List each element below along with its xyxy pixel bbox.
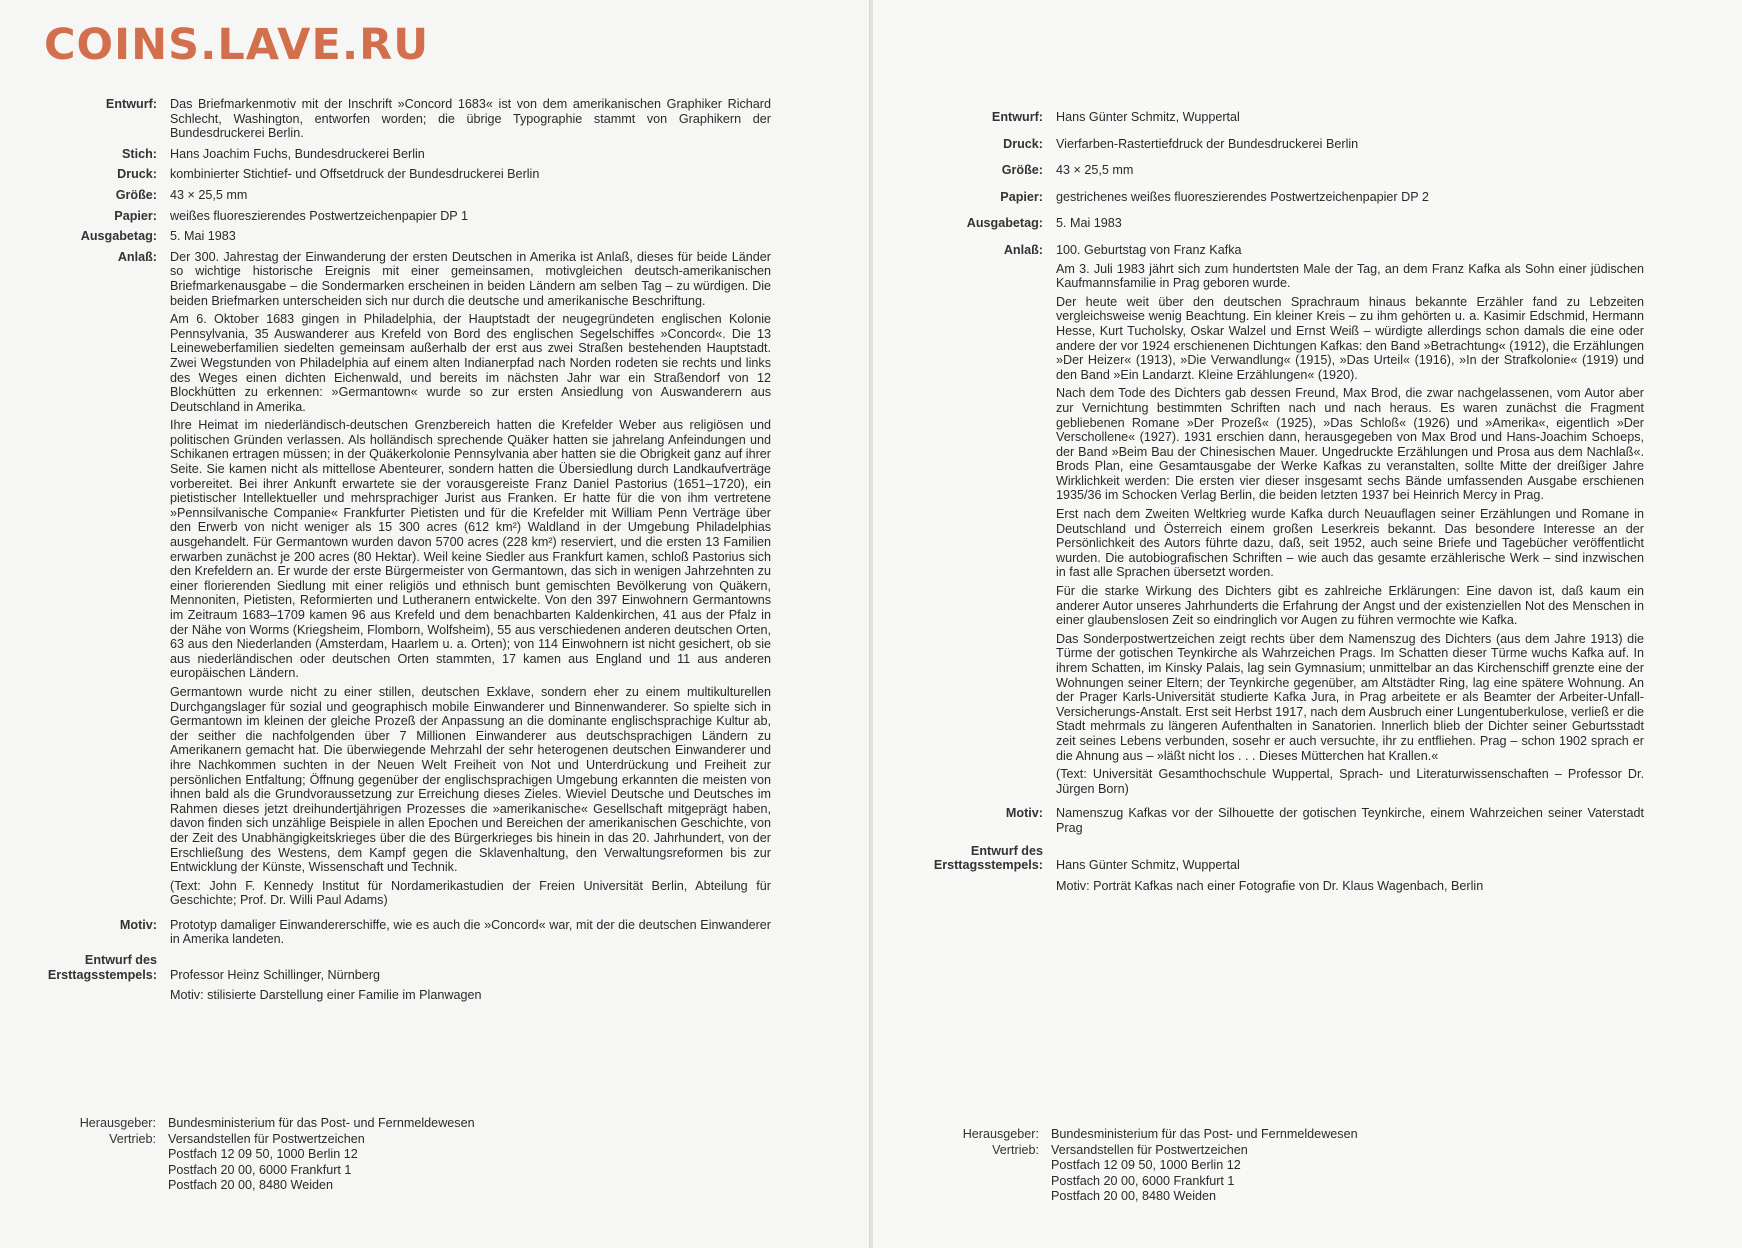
ausgabetag-label: Ausgabetag: <box>80 229 157 244</box>
right-page <box>873 0 1742 1248</box>
entwurf-label: Entwurf: <box>991 110 1043 124</box>
publisher-footer-left <box>0 1116 475 1194</box>
papier-label: Papier: <box>114 208 157 223</box>
footer-values <box>1051 1127 1358 1205</box>
anlass-paragraph: Am 3. Juli 1983 jährt sich zum hundertsten Male der Tag, an dem Franz Kafka als Sohn einer jüdischen Kaufmannsfamilie in Prag geboren wurde. <box>1056 261 1644 291</box>
ersttag-label-line: Ersttagsstempels: <box>933 858 1043 873</box>
druck-value: kombinierter Stichtief- und Offsetdruck der Bundesdruckerei Berlin <box>170 167 540 182</box>
entwurf-label: Entwurf: <box>105 97 157 111</box>
anlass-label: Anlaß: <box>1003 242 1043 257</box>
ersttag-designer: Hans Günter Schmitz, Wuppertal <box>1056 858 1240 873</box>
ersttag-label-line: Entwurf des <box>84 953 157 968</box>
stich-value: Hans Joachim Fuchs, Bundesdruckerei Berlin <box>170 146 425 161</box>
ersttag-designer: Professor Heinz Schillinger, Nürnberg <box>170 967 380 982</box>
footer-line: Postfach 20 00, 8480 Weiden <box>1051 1189 1217 1204</box>
papier-row <box>0 209 770 224</box>
footer-values <box>168 1116 475 1194</box>
ersttag-label <box>0 953 157 1003</box>
druck-row <box>0 167 770 182</box>
anlass-title: 100. Geburtstag von Franz Kafka <box>1056 242 1242 257</box>
ersttag-label <box>873 844 1043 894</box>
footer-labels <box>0 1116 156 1194</box>
left-page <box>0 0 870 1248</box>
ausgabetag-row <box>0 229 770 244</box>
stamp-info-left <box>0 97 770 1009</box>
ersttag-row <box>0 953 770 1003</box>
druck-label: Druck: <box>117 167 157 182</box>
ersttag-label-line: Entwurf des <box>970 843 1043 858</box>
ausgabetag-value: 5. Mai 1983 <box>170 229 236 244</box>
motiv-value: Namenszug Kafkas vor der Silhouette der gotischen Teynkirche, einem Wahrzeichen seiner Vaterstadt Prag <box>1056 806 1644 835</box>
groesse-row <box>873 163 1653 178</box>
footer-line: Postfach 12 09 50, 1000 Berlin 12 <box>168 1147 358 1162</box>
footer-line: Postfach 12 09 50, 1000 Berlin 12 <box>1051 1158 1241 1173</box>
vertrieb-label: Vertrieb: <box>992 1142 1039 1157</box>
footer-line: Bundesministerium für das Post- und Fernmeldewesen <box>168 1116 475 1130</box>
footer-labels <box>873 1127 1039 1205</box>
motiv-value: Prototyp damaliger Einwandererschiffe, wie es auch die »Concord« war, mit der die deutschen Einwanderer in Amerika landeten. <box>170 917 771 947</box>
groesse-value: 43 × 25,5 mm <box>1056 163 1134 178</box>
ersttag-row <box>873 844 1653 894</box>
papier-value: weißes fluoreszierendes Postwertzeichenpapier DP 1 <box>170 208 468 223</box>
motiv-label: Motiv: <box>119 917 157 932</box>
text-credit: (Text: Universität Gesamthochschule Wuppertal, Sprach- und Literaturwissenschaften – Professor Dr. Jürgen Born) <box>1056 767 1644 796</box>
anlass-paragraph: Germantown wurde nicht zu einer stillen, deutschen Exklave, sondern eher zu einem multikulturellen Durchgangslager für sozial und geographisch mobile Einwanderer und Binnenwanderer. So spielte sich in Germantown im kleinen der gleiche Prozeß der Anpassung an die dominante englischsprachige Kultur ab, der seither die nachfolgenden über 7 Millionen Einwanderer aus deutschsprachigen Ländern zu Amerikanern gemacht hat. Die überwiegende Mehrzahl der sehr heterogenen deutschen Einwanderer und ihre Nachkommen suchten in der Neuen Welt Freiheit von Not und Unterdrückung und Freiheit zur persönlichen Entfaltung; Öffnung gegenüber der englischsprachigen Umgebung erkannten die meisten von ihnen bald als die Grundvoraussetzung zur Erreichung dieses Zieles. Wieviel Deutsche und Deutsches im Rahmen dieses jetzt dreihundertjährigen Prozesses die »amerikanische« Gesellschaft mitgeprägt haben, davon finden sich unzählige Beispiele in allen Epochen und Bereichen der amerikanischen Geschichte, von der Zeit des Unabhängigkeitskrieges über die des Bürgerkrieges bis hinein in das 20. Jahrhundert, von der Erschließung des Westens, dem Kampf gegen die Sklavenhaltung, den Verwaltungsreformen bis zur Entwicklung der Künste, Wissenschaft und Technik. <box>170 684 771 875</box>
ausgabetag-row <box>873 216 1653 231</box>
anlass-paragraph: Am 6. Oktober 1683 gingen in Philadelphia, der Hauptstadt der neugegründeten englischen Kolonie Pennsylvania, 35 Auswanderer aus Krefeld von Bord des englischen Segelschiffes »Concord«. Die 13 Leineweberfamilien siedelten gemeinsam außerhalb der erst aus zwei Straßen bestehenden Hauptstadt. Zwei Wegstunden von Philadelphia auf einem alten Indianerpfad nach Norden rodeten sie rechts und links des Weges einen dichten Eichenwald, und bereits im nächsten Jahr war ein Straßendorf von 12 Blockhütten zu erkennen: »Germantown« wurde so zur ersten Ansiedlung von Auswanderern aus Deutschland in Amerika. <box>170 312 771 414</box>
anlass-text <box>170 250 771 912</box>
ersttag-motiv: Motiv: Porträt Kafkas nach einer Fotografie von Dr. Klaus Wagenbach, Berlin <box>1056 878 1484 893</box>
papier-label: Papier: <box>1000 189 1043 204</box>
herausgeber-label: Herausgeber: <box>962 1127 1039 1141</box>
groesse-label: Größe: <box>115 187 157 202</box>
ausgabetag-value: 5. Mai 1983 <box>1056 216 1122 231</box>
anlass-row <box>873 243 1653 800</box>
ersttag-motiv: Motiv: stilisierte Darstellung einer Familie im Planwagen <box>170 988 482 1003</box>
papier-value: gestrichenes weißes fluoreszierendes Postwertzeichenpapier DP 2 <box>1056 189 1429 204</box>
stich-row <box>0 147 770 162</box>
druck-label: Druck: <box>1003 136 1043 151</box>
stich-label: Stich: <box>122 146 157 161</box>
footer-line: Postfach 20 00, 8480 Weiden <box>168 1178 334 1193</box>
footer-line: Bundesministerium für das Post- und Fernmeldewesen <box>1051 1127 1358 1141</box>
entwurf-row <box>873 110 1653 125</box>
publisher-footer-right <box>873 1127 1358 1205</box>
ersttag-value <box>170 953 771 1003</box>
ausgabetag-label: Ausgabetag: <box>966 216 1043 231</box>
entwurf-row <box>0 97 770 141</box>
druck-row <box>873 137 1653 152</box>
anlass-label: Anlaß: <box>117 249 157 264</box>
watermark: COINS.LAVE.RU <box>44 20 430 70</box>
entwurf-value: Das Briefmarkenmotiv mit der Inschrift »Concord 1683« ist von dem amerikanischen Graphiker Richard Schlecht, Washington, entworfen worden; die übrige Typographie stammt von Graphikern der Bundesdruckerei Berlin. <box>170 97 771 141</box>
ersttag-value <box>1056 844 1644 894</box>
anlass-paragraph: Nach dem Tode des Dichters gab dessen Freund, Max Brod, die zwar nachgelassenen, vom Autor aber zur Vernichtung bestimmten Schriften nach und nach heraus. Es waren zunächst die Fragment gebliebenen Romane »Der Prozeß« (1925), »Das Schloß« (1926) und »Amerika«, eigentlich »Der Verschollene« (1927). 1931 erschien dann, herausgegeben von Max Brod und Hans-Joachim Schoeps, der Band »Beim Bau der Chinesischen Mauer. Ungedruckte Erzählungen und Prosa aus dem Nachlaß«. Brods Plan, eine Gesamtausgabe der Werke Kafkas zu veranstalten, sollte Mitte der dreißiger Jahre Wirklichkeit werden: Die ersten vier dieser insgesamt sechs Bände umfassenden Ausgabe erschienen 1935/36 im Schocken Verlag Berlin, die beiden letzten 1937 bei Heinrich Mercy in Prag. <box>1056 386 1644 503</box>
anlass-paragraph: Ihre Heimat im niederländisch-deutschen Grenzbereich hatten die Krefelder Weber aus religiösen und politischen Gründen verlassen. Als holländisch sprechende Quäker hatten sie jahrelang Anfeindungen und Schikanen ertragen müssen; in der Quäkerkolonie Pennsylvania aber hatten sie die Obrigkeit ganz auf ihrer Seite. Sie kamen nicht als mittellose Abenteurer, sondern hatten die Übersiedlung durch Landkaufverträge vorbereitet. Bei ihrer Ankunft erwartete sie der vorausgereiste Franz Daniel Pastorius (1651–1720), ein pietistischer Intellektueller und mehrsprachiger Jurist aus Franken. Er hatte für die von ihm vertretene »Pennsilvanische Companie« Frankfurter Pietisten und für die Krefelder mit William Penn Verträge über den Erwerb von nicht weniger als 15 300 acres (612 km²) Waldland in der Umgebung Philadelphias ausgehandelt. Für Germantown wurden davon 5700 acres (228 km²) reserviert, und die ersten 13 Familien erwarben zunächst je 200 acres (80 Hektar). Weil keine Siedler aus Frankfurt kamen, schloß Pastorius sich den Krefeldern an. Er wurde der erste Bürgermeister von Germantown, das sich in wenigen Jahrzehnten zu einer florierenden Siedlung mit einer religiös und ethnisch bunt gemischten Bevölkerung von Quäkern, Mennoniten, Pietisten, Reformierten und Lutheranern entwickelte. Von den 397 Einwohnern Germantowns im Zeitraum 1683–1709 kamen 96 aus Krefeld und dem benachbarten Kaldenkirchen, 41 aus der Pfalz in der Nähe von Worms (Kriegsheim, Flomborn, Wolfsheim), 55 aus verschiedenen anderen deutschen Orten, 63 aus den Niederlanden (Amsterdam, Haarlem u. a. Orten); von 114 Einwohnern ist nicht gesichert, ob sie aus niederländischen oder deutschen Orten stammten, 17 kamen aus England und 11 aus anderen europäischen Ländern. <box>170 418 771 681</box>
text-credit: (Text: John F. Kennedy Institut für Nordamerikastudien der Freien Universität Berlin, Abteilung für Geschichte; Prof. Dr. Willi Paul Adams) <box>170 878 771 908</box>
anlass-paragraph: Das Sonderpostwertzeichen zeigt rechts über dem Namenszug des Dichters (aus dem Jahre 1913) die Türme der gotischen Teynkirche als Wahrzeichen Prags. Im Schatten dieser Türme wuchs Kafka auf. In ihrem Schatten, im Kinsky Palais, lag sein Gymnasium; unmittelbar an das Kirchenschiff grenzte eine der Wohnungen seiner Eltern; der Teynkirche gegenüber, am Altstädter Ring, lag eine spätere Wohnung. An der Prager Karls-Universität studierte Kafka Jura, in Prag arbeitete er als Beamter der Arbeiter-Unfall-Versicherungs-Anstalt. Erst seit Herbst 1917, nach dem Ausbruch einer Lungentuberkulose, verließ er die Stadt mehrmals zu längeren Aufenthalten in Sanatorien. Innerlich blieb der Dichter seiner Geburtsstadt zeit seines Lebens verbunden, sosehr er auch versuchte, ihr zu entfliehen. Prag – schon 1902 sprach er die Ahnung aus – »läßt nicht los . . . Dieses Mütterchen hat Krallen.« <box>1056 631 1644 763</box>
anlass-text <box>1056 243 1644 800</box>
anlass-paragraph: Für die starke Wirkung des Dichters gibt es zahlreiche Erklärungen: Eine davon ist, daß kaum ein anderer Autor unseres Jahrhunderts die Erfahrung der Angst und der existenziellen Not des Menschen in einer glaubenslosen Zeit so eindringlich vor Augen zu führen vermochte wie Kafka. <box>1056 584 1644 628</box>
anlass-paragraph: Erst nach dem Zweiten Weltkrieg wurde Kafka durch Neuauflagen seiner Erzählungen und Romane in Deutschland und Österreich einem großen Leserkreis bekannt. Das besondere Interesse an der Persönlichkeit des Autors führte dazu, daß, seit 1952, auch seine Briefe und Tagebücher veröffentlicht wurden. Die autobiografischen Schriften – wie auch das gesamte erzählerische Werk – sind inzwischen in fast alle Sprachen übersetzt worden. <box>1056 507 1644 580</box>
anlass-paragraph: Der 300. Jahrestag der Einwanderung der ersten Deutschen in Amerika ist Anlaß, dieses für beide Länder so wichtige historische Ereignis mit einer gemeinsamen, motivgleichen deutsch-amerikanischen Briefmarkenausgabe – die Sondermarken erscheinen in beiden Ländern am selben Tag – zu würdigen. Die beiden Briefmarken unterscheiden sich nur durch die deutsche und amerikanische Beschriftung. <box>170 249 771 308</box>
ersttag-label-line: Ersttagsstempels: <box>47 967 157 982</box>
stamp-info-right <box>873 110 1653 899</box>
motiv-row <box>873 806 1653 835</box>
anlass-row <box>0 250 770 912</box>
footer-line: Versandstellen für Postwertzeichen <box>1051 1142 1248 1157</box>
footer-line: Postfach 20 00, 6000 Frankfurt 1 <box>168 1162 352 1177</box>
groesse-row <box>0 188 770 203</box>
groesse-value: 43 × 25,5 mm <box>170 187 248 202</box>
druck-value: Vierfarben-Rastertiefdruck der Bundesdruckerei Berlin <box>1056 136 1359 151</box>
entwurf-value: Hans Günter Schmitz, Wuppertal <box>1056 110 1240 124</box>
herausgeber-label: Herausgeber: <box>79 1116 156 1130</box>
groesse-label: Größe: <box>1001 163 1043 178</box>
anlass-paragraph: Der heute weit über den deutschen Sprachraum hinaus bekannte Erzähler fand zu Lebzeiten vergleichsweise wenig Beachtung. Ein kleiner Kreis – zu ihm gehörten u. a. Kasimir Edschmid, Hermann Hesse, Kurt Tucholsky, Oskar Walzel und Ernst Weiß – würdigte allerdings schon damals die eine oder andere der vor 1924 erschienenen Dichtungen Kafkas: den Band »Betrachtung« (1912), die Erzählungen »Der Heizer« (1913), »Die Verwandlung« (1915), »Das Urteil« (1916), »In der Strafkolonie« (1919) und den Band »Ein Landarzt. Kleine Erzählungen« (1920). <box>1056 294 1644 382</box>
motiv-label: Motiv: <box>1005 806 1043 821</box>
footer-line: Versandstellen für Postwertzeichen <box>168 1131 365 1146</box>
papier-row <box>873 190 1653 205</box>
footer-line: Postfach 20 00, 6000 Frankfurt 1 <box>1051 1173 1235 1188</box>
vertrieb-label: Vertrieb: <box>109 1131 156 1146</box>
motiv-row <box>0 918 770 947</box>
